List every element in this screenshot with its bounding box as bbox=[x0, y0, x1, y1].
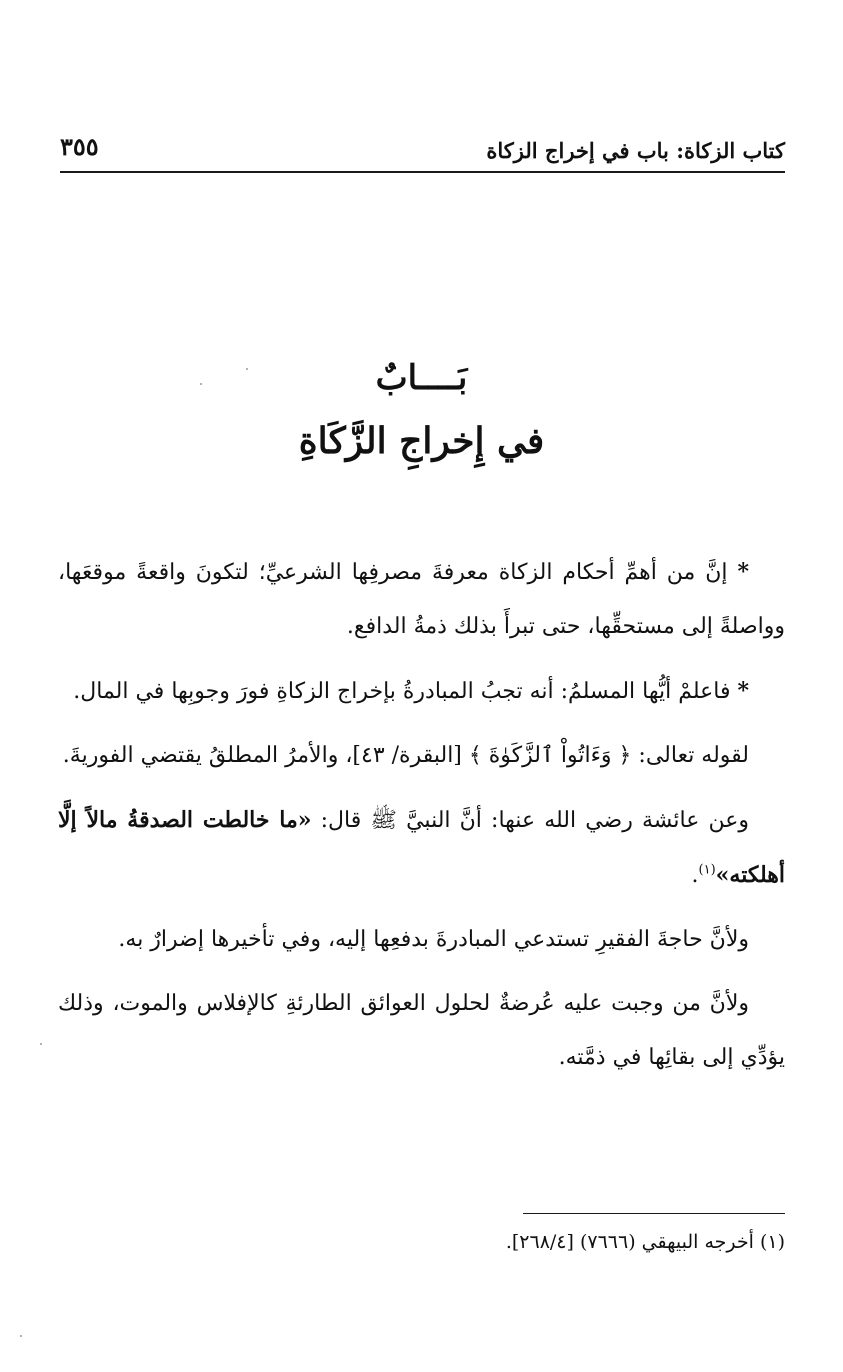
chapter-title: في إِخراجِ الزَّكَاةِ bbox=[298, 420, 545, 462]
footnote-rule bbox=[523, 1213, 785, 1214]
scan-speck bbox=[246, 368, 248, 370]
body-text bbox=[58, 545, 785, 1095]
paragraph-text-end: . bbox=[691, 863, 699, 888]
footnote-text: أخرجه البيهقي (٧٦٦٦) [٢٦٨/٤]. bbox=[505, 1231, 754, 1253]
paragraph-3 bbox=[58, 729, 785, 783]
page-header bbox=[60, 128, 785, 172]
paragraph-text: وعن عائشة رضي الله عنها: أنَّ النبيَّ ﷺ قال: bbox=[311, 808, 749, 833]
paragraph-text: إنَّ من أهمِّ أحكام الزكاة معرفةَ مصرفِها الشرعيِّ؛ لتكونَ واقعةً موقعَها، وواصلةً إلى مستحقِّها، حتى تبرأَ بذلك ذمةُ الدافع. bbox=[58, 560, 785, 639]
page-number: ٣٥٥ bbox=[60, 132, 99, 161]
paragraph-text: فاعلمْ أيُّها المسلمُ: أنه تجبُ المبادرةُ بإخراج الزكاةِ فورَ وجوبِها في المال. bbox=[73, 679, 731, 704]
paragraph-text: ولأنَّ من وجبت عليه عُرضةٌ لحلول العوائق الطارئةِ كالإفلاس والموت، وذلك يؤدِّي إلى بقائِها في ذمَّته. bbox=[58, 991, 785, 1070]
paragraph-4 bbox=[58, 793, 785, 903]
footnote bbox=[58, 1224, 785, 1260]
footnote-number: (١) bbox=[759, 1231, 785, 1253]
header-rule bbox=[60, 171, 785, 173]
paragraph-2 bbox=[58, 664, 785, 719]
paragraph-marker: * bbox=[737, 559, 750, 585]
footnote-reference[interactable]: (١) bbox=[698, 862, 716, 878]
scan-speck bbox=[40, 1043, 42, 1045]
running-title: كتاب الزكاة: باب في إخراج الزكاة bbox=[486, 138, 785, 163]
paragraph-1 bbox=[58, 545, 785, 654]
paragraph-5 bbox=[58, 913, 785, 967]
paragraph-marker: * bbox=[737, 678, 749, 704]
scan-speck bbox=[200, 383, 202, 385]
chapter-label: بَــــابٌ bbox=[375, 358, 468, 398]
paragraph-6 bbox=[58, 977, 785, 1085]
hadith-quote: «ما خالطت الصدقةُ مالاً إلَّا أهلكته» bbox=[58, 807, 785, 888]
paragraph-text: ولأنَّ حاجةَ الفقيرِ تستدعي المبادرةَ بدفعِها إليه، وفي تأخيرها إضرارٌ به. bbox=[118, 927, 749, 952]
scan-speck bbox=[20, 1335, 22, 1337]
paragraph-text: لقوله تعالى: ﴿ وَءَاتُواْ ٱلزَّكَوٰةَ ﴾ [البقرة/ ٤٣]، والأمرُ المطلقُ يقتضي الفوريةَ. bbox=[62, 743, 749, 768]
